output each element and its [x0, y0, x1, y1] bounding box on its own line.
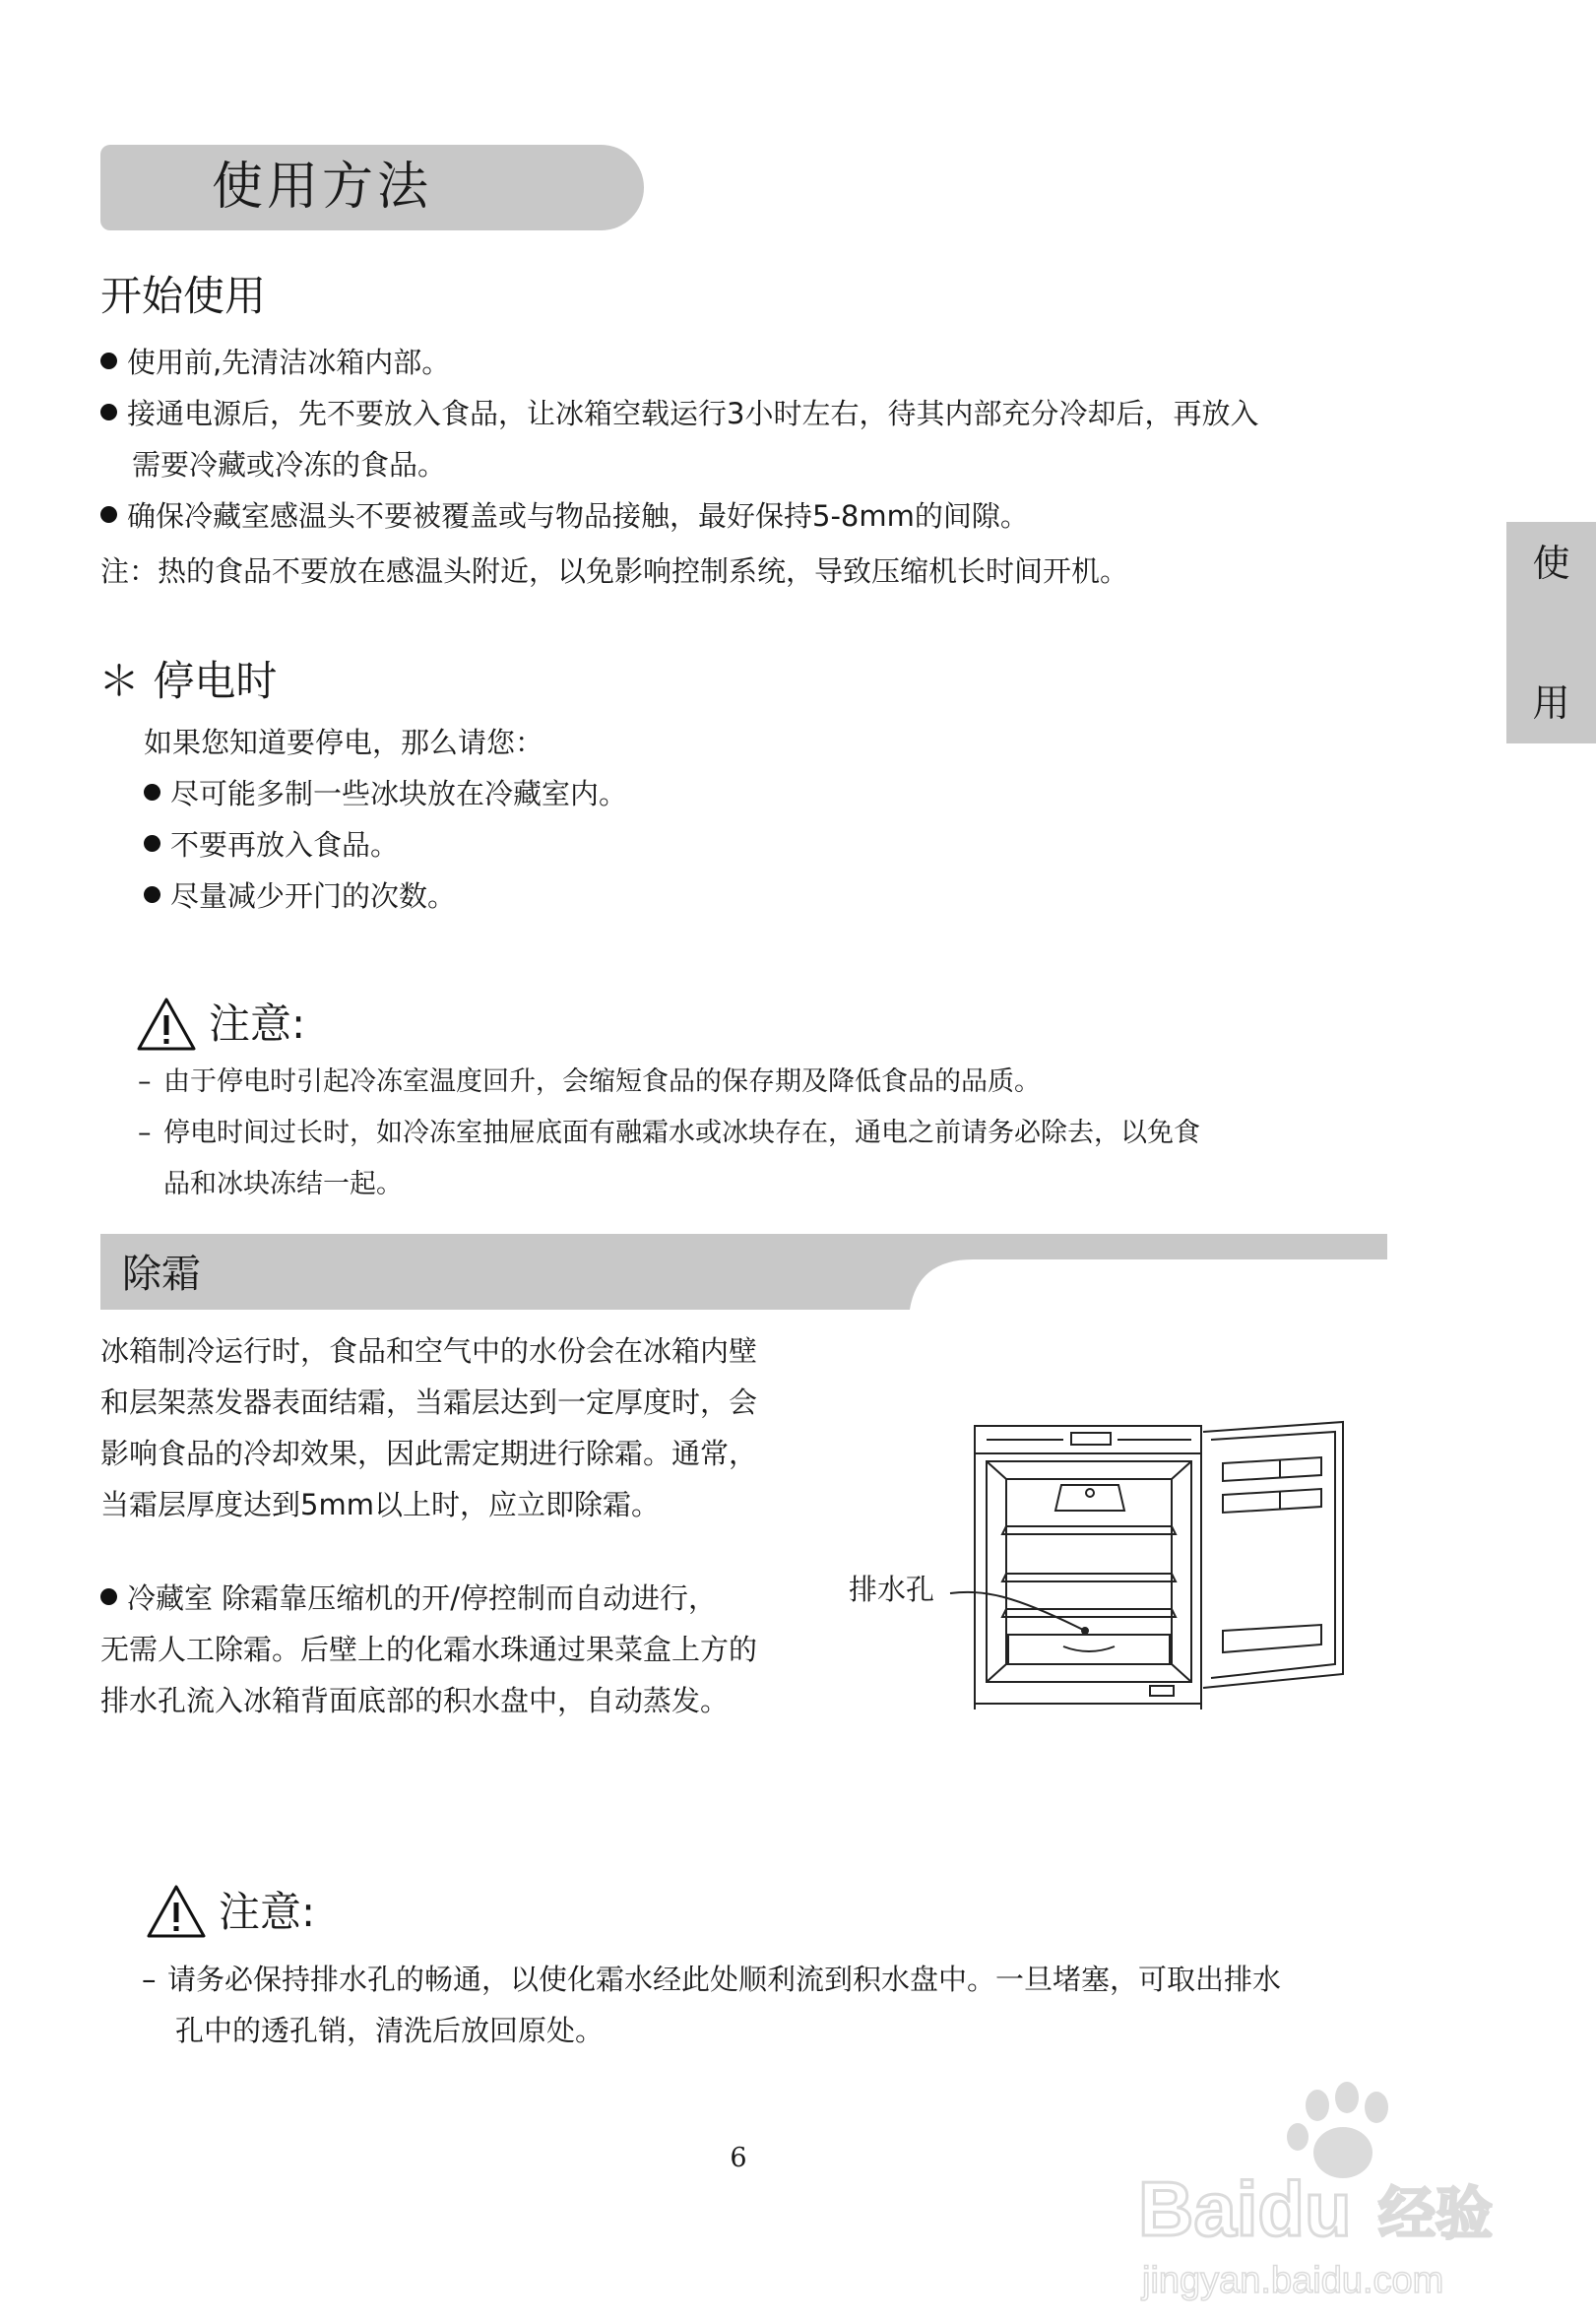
bullet-icon: [100, 353, 117, 369]
warning-triangle-icon: [136, 997, 197, 1052]
start-note: 注：热的食品不要放在感温头附近，以免影响控制系统，导致压缩机长时间开机。: [100, 554, 1129, 588]
start-heading: 开始使用: [100, 272, 267, 320]
watermark-url: jingyan.baidu.com: [1142, 2260, 1444, 2301]
refrigerator-diagram: [945, 1416, 1388, 1711]
bullet-icon: [100, 404, 117, 420]
defrost-para-line: 影响食品的冷却效果，因此需定期进行除霜。通常，: [100, 1437, 758, 1470]
bullet-icon: [144, 886, 160, 903]
drain-hole-label: 排水孔: [849, 1573, 935, 1606]
bullet-icon: [144, 784, 160, 801]
power-outage-item: 尽量减少开门的次数。: [144, 876, 456, 916]
bullet-icon: [144, 835, 160, 852]
watermark-brand-cn: 经验: [1378, 2180, 1494, 2247]
caution-label: 注意:: [219, 1888, 316, 1936]
defrost-para-line: 当霜层厚度达到5mm以上时，应立即除霜。: [100, 1488, 660, 1521]
defrost-heading-bar: [100, 1234, 1387, 1310]
caution-item: – 停电时间过长时，如冷冻室抽屉底面有融霜水或冰块存在，通电之前请务必除去，以免食: [138, 1118, 1200, 1148]
defrost-heading: 除霜: [122, 1252, 201, 1297]
caution-item: – 请务必保持排水孔的畅通，以使化霜水经此处顺利流到积水盘中。一旦堵塞，可取出排水: [142, 1963, 1282, 1996]
power-outage-heading: ＊ 停电时: [98, 657, 278, 705]
bullet-icon: [100, 506, 117, 523]
defrost-bullet-line: 无需人工除霜。后壁上的化霜水珠通过果菜盒上方的: [100, 1633, 758, 1666]
start-item: 使用前,先清洁冰箱内部。: [100, 343, 450, 382]
side-tab-char: 使: [1532, 542, 1570, 585]
page-number: 6: [730, 2143, 747, 2173]
defrost-bullet-line: 排水孔流入冰箱背面底部的积水盘中，自动蒸发。: [100, 1684, 730, 1717]
caution-item-continued: 孔中的透孔销，清洗后放回原处。: [175, 2014, 605, 2047]
defrost-para-line: 和层架蒸发器表面结霜，当霜层达到一定厚度时，会: [100, 1386, 758, 1419]
start-item: 接通电源后，先不要放入食品，让冰箱空载运行3小时左右，待其内部充分冷却后，再放入: [100, 394, 1258, 433]
power-outage-item: 不要再放入食品。: [144, 825, 399, 865]
caution-item: – 由于停电时引起冷冻室温度回升，会缩短食品的保存期及降低食品的品质。: [138, 1066, 1041, 1097]
power-outage-item: 尽可能多制一些冰块放在冷藏室内。: [144, 774, 627, 813]
bullet-icon: [100, 1588, 117, 1605]
start-item: 确保冷藏室感温头不要被覆盖或与物品接触，最好保持5-8mm的间隙。: [100, 496, 1029, 536]
side-tab-char: 用: [1532, 681, 1570, 725]
side-tab: [1506, 522, 1596, 743]
defrost-bullet: 冷藏室 除霜靠压缩机的开/停控制而自动进行，: [100, 1579, 717, 1618]
caution-label: 注意:: [209, 1000, 306, 1048]
start-item-continued: 需要冷藏或冷冻的食品。: [132, 448, 447, 482]
defrost-para-line: 冰箱制冷运行时，食品和空气中的水份会在冰箱内壁: [100, 1334, 758, 1368]
baidu-watermark: [1132, 2078, 1526, 2304]
power-outage-intro: 如果您知道要停电，那么请您：: [144, 726, 544, 759]
watermark-brand: Baidu: [1138, 2165, 1352, 2252]
page-title: 使用方法: [212, 158, 433, 217]
warning-triangle-icon: [146, 1884, 207, 1939]
caution-item-continued: 品和冰块冻结一起。: [163, 1169, 403, 1199]
